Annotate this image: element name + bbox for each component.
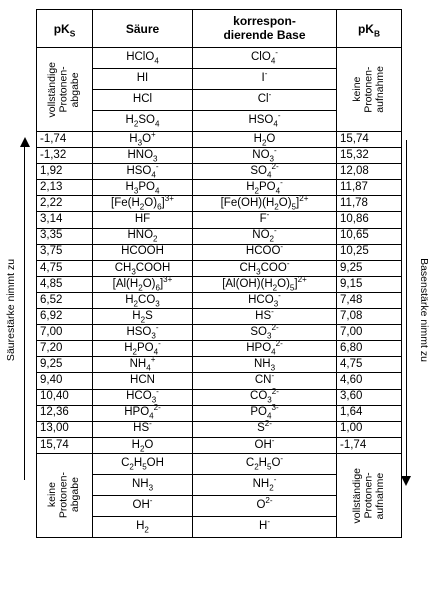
base-cell: $HSO_4^-$ — [193, 111, 337, 132]
pks-cell: 12,36 — [37, 405, 93, 421]
pks-cell: 2,13 — [37, 180, 93, 196]
acid-cell: HCl — [93, 90, 193, 111]
header-base: korrespon- dierende Base — [193, 10, 337, 48]
base-cell: $PO_4^{3-}$ — [193, 405, 337, 421]
base-cell: I- — [193, 69, 337, 90]
base-cell: $[Fe(OH)(H_2O)_5]^{2+}$ — [193, 196, 337, 212]
acid-cell: HClO$_4$ — [93, 48, 193, 69]
pks-cell: 2,22 — [37, 196, 93, 212]
pkb-cell: 15,74 — [337, 132, 402, 148]
no-proton-uptake-label-text: keine Protonen- aufnahme — [350, 66, 386, 113]
pkb-cell: 1,64 — [337, 405, 402, 421]
table-row — [37, 196, 402, 212]
base-cell: $O^{2-}$ — [193, 495, 337, 516]
header-pks: $pK_S$ — [37, 10, 93, 48]
base-cell: H- — [193, 516, 337, 537]
acid-cell: $C_2H_5OH$ — [93, 453, 193, 474]
table-row-top — [37, 48, 402, 69]
table-row — [37, 389, 402, 405]
pkb-cell: 11,78 — [337, 196, 402, 212]
base-cell: $C_2H_5O^-$ — [193, 453, 337, 474]
full-proton-uptake-label-text: vollständige Protonen- aufnahme — [350, 467, 386, 524]
acid-cell: $H_3PO_4$ — [93, 180, 193, 196]
base-cell: F- — [193, 212, 337, 228]
base-cell: ClO$_4$- — [193, 48, 337, 69]
table-row-bottom — [37, 453, 402, 474]
pks-cell: 6,52 — [37, 292, 93, 308]
pks-cell: 4,75 — [37, 260, 93, 276]
full-proton-release-label-wrap — [40, 48, 89, 131]
base-cell: $NH_3$ — [193, 357, 337, 373]
acid-cell: HCOOH — [93, 244, 193, 260]
pks-cell: 3,35 — [37, 228, 93, 244]
no-proton-uptake-label-wrap — [340, 48, 398, 131]
table-row — [37, 341, 402, 357]
pks-cell: 7,00 — [37, 325, 93, 341]
pkb-cell: 3,60 — [337, 389, 402, 405]
table-row — [37, 325, 402, 341]
pkb-cell: 9,25 — [337, 260, 402, 276]
base-cell: $NO_2^-$ — [193, 228, 337, 244]
pkb-cell: 11,87 — [337, 180, 402, 196]
acid-cell: $NH_3$ — [93, 474, 193, 495]
table-row — [37, 292, 402, 308]
full-proton-release-label-text: vollständige Protonen- abgabe — [46, 61, 82, 118]
base-cell: OH- — [193, 437, 337, 453]
table-row — [37, 244, 402, 260]
table-row — [37, 309, 402, 325]
acid-cell: $HCO_3^-$ — [93, 389, 193, 405]
acid-cell: $HNO_3$ — [93, 148, 193, 164]
pkb-cell: -1,74 — [337, 437, 402, 453]
pks-cell: 10,40 — [37, 389, 93, 405]
full-proton-uptake-label — [337, 453, 402, 537]
table-row — [37, 421, 402, 437]
pkb-cell: 10,25 — [337, 244, 402, 260]
table-row — [37, 276, 402, 292]
acid-cell: $[Fe(H_2O)_6]^{3+}$ — [93, 196, 193, 212]
table-row — [37, 437, 402, 453]
table-row — [37, 180, 402, 196]
table-row — [37, 405, 402, 421]
base-strength-label: Basenstärke nimmt zu — [418, 258, 430, 362]
pks-cell: 7,20 — [37, 341, 93, 357]
acid-base-table — [36, 9, 402, 538]
table-row — [37, 164, 402, 180]
pkb-cell: 6,80 — [337, 341, 402, 357]
base-cell: $CO_3^{2-}$ — [193, 389, 337, 405]
acid-cell: $H_2S$ — [93, 309, 193, 325]
table-row — [37, 373, 402, 389]
pks-cell: 9,25 — [37, 357, 93, 373]
acid-cell: $H_2$ — [93, 516, 193, 537]
base-cell: HS- — [193, 309, 337, 325]
pkb-cell: 1,00 — [337, 421, 402, 437]
table-row — [37, 132, 402, 148]
acid-cell: $HSO_4^-$ — [93, 164, 193, 180]
acid-cell: HI — [93, 69, 193, 90]
acid-cell: $H_2SO_4$ — [93, 111, 193, 132]
pks-cell: -1,32 — [37, 148, 93, 164]
header-acid: Säure — [93, 10, 193, 48]
table-row — [37, 357, 402, 373]
base-cell: $[Al(OH)(H_2O)_5]^{2+}$ — [193, 276, 337, 292]
pkb-cell: 10,86 — [337, 212, 402, 228]
acid-cell: OH- — [93, 495, 193, 516]
acid-cell: $CH_3COOH$ — [93, 260, 193, 276]
table-row — [37, 260, 402, 276]
base-cell: Cl- — [193, 90, 337, 111]
full-proton-uptake-label-wrap — [340, 454, 398, 537]
pks-cell: 13,00 — [37, 421, 93, 437]
pks-cell: 3,75 — [37, 244, 93, 260]
acid-cell: $H_2O$ — [93, 437, 193, 453]
table-row — [37, 212, 402, 228]
pks-cell: 1,92 — [37, 164, 93, 180]
base-cell: $H_2O$ — [193, 132, 337, 148]
base-cell: HCOO- — [193, 244, 337, 260]
acid-cell: $NH_4^+$ — [93, 357, 193, 373]
table-row — [37, 228, 402, 244]
pks-cell: 9,40 — [37, 373, 93, 389]
base-cell: $NO_3^-$ — [193, 148, 337, 164]
base-cell: $NH_2^-$ — [193, 474, 337, 495]
pkb-cell: 10,65 — [337, 228, 402, 244]
base-cell: $SO_4^{2-}$ — [193, 164, 337, 180]
acid-cell: HCN — [93, 373, 193, 389]
base-cell: $HCO_3^-$ — [193, 292, 337, 308]
base-strength-arrow-line — [406, 140, 407, 477]
base-cell: CN- — [193, 373, 337, 389]
base-cell: $HPO_4^{2-}$ — [193, 341, 337, 357]
acid-cell: $H_2CO_3$ — [93, 292, 193, 308]
pkb-cell: 9,15 — [337, 276, 402, 292]
no-proton-release-label-text: keine Protonen- abgabe — [46, 472, 82, 519]
pks-cell: 4,85 — [37, 276, 93, 292]
pkb-cell: 7,00 — [337, 325, 402, 341]
acid-cell: $HSO_3^-$ — [93, 325, 193, 341]
base-cell: $SO_3^{2-}$ — [193, 325, 337, 341]
pks-cell: -1,74 — [37, 132, 93, 148]
pkb-cell: 12,08 — [337, 164, 402, 180]
header-pkb: $pK_B$ — [337, 10, 402, 48]
header-row — [37, 10, 402, 48]
acid-cell: $HNO_2$ — [93, 228, 193, 244]
acid-cell: $[Al(H_2O)_6]^{3+}$ — [93, 276, 193, 292]
no-proton-release-label-wrap — [40, 454, 89, 537]
base-cell: $H_2PO_4^-$ — [193, 180, 337, 196]
pkb-cell: 7,48 — [337, 292, 402, 308]
pks-cell: 3,14 — [37, 212, 93, 228]
acid-cell: $H_3O^+$ — [93, 132, 193, 148]
pkb-cell: 4,75 — [337, 357, 402, 373]
pkb-cell: 7,08 — [337, 309, 402, 325]
acid-cell: $H_2PO_4^-$ — [93, 341, 193, 357]
base-cell: $S^{2-}$ — [193, 421, 337, 437]
table-row — [37, 148, 402, 164]
acid-cell: $HPO_4^{2-}$ — [93, 405, 193, 421]
acid-cell: HF — [93, 212, 193, 228]
pks-cell: 6,92 — [37, 309, 93, 325]
base-strength-arrow-head — [401, 476, 411, 486]
pks-cell: 15,74 — [37, 437, 93, 453]
no-proton-uptake-label — [337, 48, 402, 132]
acid-strength-label: Säurestärke nimmt zu — [5, 258, 17, 362]
acid-strength-arrow-line — [24, 145, 25, 480]
acid-cell: HS- — [93, 421, 193, 437]
pkb-cell: 4,60 — [337, 373, 402, 389]
pkb-cell: 15,32 — [337, 148, 402, 164]
base-cell: $CH_3COO^-$ — [193, 260, 337, 276]
acid-strength-arrow-head — [20, 137, 30, 147]
no-proton-release-label — [37, 453, 93, 537]
full-proton-release-label — [37, 48, 93, 132]
